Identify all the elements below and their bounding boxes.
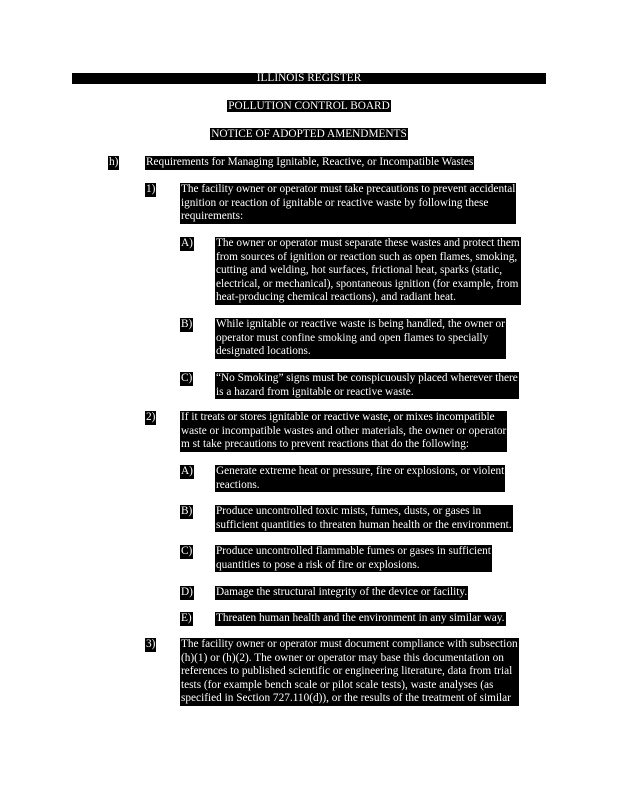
item-2a-line: reactions. [216, 478, 260, 491]
item-1c-label: C) [181, 372, 193, 384]
notice-title: NOTICE OF ADOPTED AMENDMENTS [211, 128, 407, 140]
item-2a-label: A) [181, 465, 193, 477]
item-2-line: waste or incompatible wastes and other materials, the owner or operator [181, 424, 507, 437]
item-2c-line: quantities to pose a risk of fire or explosions. [216, 558, 420, 571]
item-1-label: 1) [146, 183, 156, 195]
item-2-label: 2) [146, 411, 156, 423]
item-3-line: references to published scientific or engineering literature, data from trial [181, 665, 513, 678]
item-2e-text [215, 612, 506, 626]
item-1a-line: electrical, or mechanical), spontaneous ignition (for example, from [216, 277, 519, 290]
section-label: h) [109, 156, 119, 168]
item-1c-text [215, 372, 519, 399]
item-3-line: tests (for example bench scale or pilot scale tests), waste analyses (as [181, 678, 494, 691]
item-3-line: The facility owner or operator must document compliance with subsection [181, 638, 518, 650]
item-2d-line: Damage the structural integrity of the device or facility. [216, 586, 468, 598]
item-1a-label: A) [181, 237, 193, 249]
item-1b-label: B) [181, 318, 193, 330]
item-2a-text [215, 465, 505, 492]
item-3-line: specified in Section 727.110(d)), or the results of the treatment of similar [181, 692, 511, 705]
item-1a-line: heat-producing chemical reactions), and radiant heat. [216, 291, 456, 304]
item-2-text [180, 411, 507, 452]
board-title-wrap [0, 100, 618, 114]
item-1-line: ignition or reaction of ignitable or reactive waste by following these [181, 196, 489, 209]
item-1-line: The facility owner or operator must take precautions to prevent accidental [181, 183, 516, 195]
item-2a-line: Generate extreme heat or pressure, fire or explosions, or violent [216, 465, 505, 477]
item-3-text [180, 638, 519, 706]
section-title: Requirements for Managing Ignitable, Reactive, or Incompatible Wastes [146, 156, 474, 168]
item-1a-line: cutting and welding, hot surfaces, frictional heat, sparks (static, [216, 264, 503, 277]
item-1-text [180, 183, 516, 224]
item-1c-line: “No Smoking” signs must be conspicuously placed wherever there [216, 372, 518, 384]
item-2e-line: Threaten human health and the environment in any similar way. [216, 612, 505, 624]
item-2c-label: C) [181, 545, 193, 557]
item-3-line: (h)(1) or (h)(2). The owner or operator may base this documentation on [181, 651, 504, 664]
item-2b-text [215, 505, 513, 532]
item-2b-line: Produce uncontrolled toxic mists, fumes, dusts, or gases in [216, 505, 482, 517]
register-title-text: ILLINOIS REGISTER [256, 72, 362, 84]
item-2d-label: D) [181, 586, 193, 598]
item-1-line: requirements: [181, 210, 244, 223]
item-2c-line: Produce uncontrolled flammable fumes or gases in sufficient [216, 545, 491, 557]
item-2d-text [215, 586, 468, 600]
notice-title-wrap [0, 128, 618, 142]
item-1c-line: is a hazard from ignitable or reactive waste. [216, 385, 414, 398]
board-title: POLLUTION CONTROL BOARD [228, 100, 390, 112]
item-1a-text [215, 237, 521, 305]
item-1a-line: The owner or operator must separate these wastes and protect them [216, 237, 520, 249]
item-1b-line: designated locations. [216, 345, 311, 358]
item-2b-label: B) [181, 505, 193, 517]
item-2b-line: sufficient quantities to threaten human health or the environment. [216, 518, 512, 531]
item-1b-text [215, 318, 506, 359]
item-2-line: m st take precautions to prevent reactions that do the following: [181, 438, 469, 451]
item-1b-line: While ignitable or reactive waste is being handled, the owner or [216, 318, 505, 330]
item-1a-line: from sources of ignition or reaction such as open flames, smoking, [216, 250, 518, 263]
item-2c-text [215, 545, 492, 572]
item-2e-label: E) [181, 612, 192, 624]
item-1b-line: operator must confine smoking and open flames to specially [216, 331, 489, 344]
register-title [72, 73, 546, 84]
item-2-line: If it treats or stores ignitable or reactive waste, or mixes incompatible [181, 411, 495, 423]
item-3-label: 3) [146, 638, 156, 650]
